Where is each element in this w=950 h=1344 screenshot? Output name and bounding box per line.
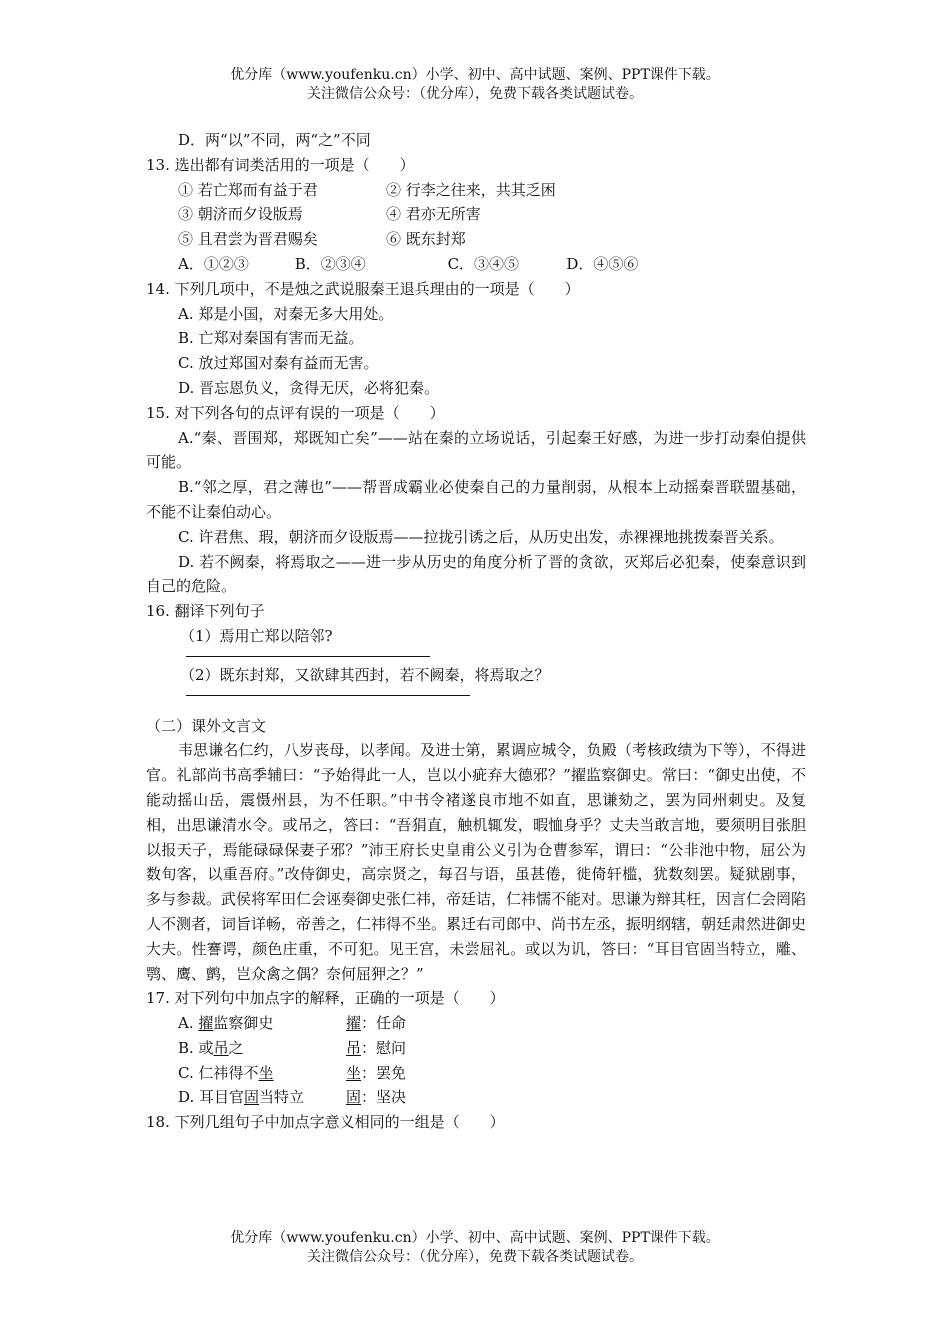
q13-choices xyxy=(146,252,806,277)
q13-item-1: ① 若亡郑而有益于君 xyxy=(178,180,318,199)
q16-sentence-2: （2）既东封郑，又欲肆其西封，若不阙秦，将焉取之？ xyxy=(180,665,550,684)
q15-option-d: D. 若不阙秦，将焉取之——进一步从历史的角度分析了晋的贪欲，灭郑后必犯秦，使秦意识到自己的危险。 xyxy=(146,552,806,596)
q17-stem: 17. 对下列句中加点字的解释，正确的一项是（ ） xyxy=(146,989,505,1008)
q17-row-c xyxy=(146,1061,806,1086)
q13-choice-a: A．①②③ xyxy=(178,254,249,273)
q17-d-pre: D. 耳目官 xyxy=(178,1088,245,1107)
q15-option-c: C. 许君焦、瑕，朝济而夕设版焉——拉拢引诱之后，从历史出发，赤裸裸地挑拨秦晋关系。 xyxy=(178,527,784,546)
q13-item-5: ⑤ 且君尝为晋君赐矣 xyxy=(178,230,318,249)
q17-a-post: 监察御史 xyxy=(213,1014,274,1033)
q17-c-pre: C. 仁祎得不 xyxy=(178,1063,259,1082)
q17-b-gloss: ：慰问 xyxy=(361,1038,407,1057)
q13-items-row-3 xyxy=(146,227,806,252)
q17-c-gloss: ：罢免 xyxy=(361,1063,407,1082)
q17-b-pre: B. 或 xyxy=(178,1038,214,1057)
document-body xyxy=(146,128,806,1135)
q13-items-row-1 xyxy=(146,178,806,203)
q18-stem: 18. 下列几组句子中加点字意义相同的一组是（ ） xyxy=(146,1113,505,1132)
footer-line-1: 优分库（www.youfenku.cn）小学、初中、高中试题、案例、PPT课件下载。 xyxy=(230,1230,720,1246)
q17-b-post: 之 xyxy=(228,1038,244,1057)
q12-option-d: D．两“以”不同，两“之”不同 xyxy=(178,131,371,149)
q14-option-a: A. 郑是小国，对秦无多大用处。 xyxy=(178,304,394,323)
q14-option-d: D. 晋忘恩负义，贪得无厌，必将犯秦。 xyxy=(178,378,440,397)
q17-a-word: 擢 xyxy=(346,1014,362,1033)
q17-d-gloss: ：坚决 xyxy=(361,1088,407,1107)
q13-item-4: ④ 君亦无所害 xyxy=(386,205,481,224)
q16-sentence-1: （1）焉用亡郑以陪邻? xyxy=(180,626,333,645)
q13-item-2: ② 行李之往来，共其乏困 xyxy=(386,180,556,199)
q17-c-word: 坐 xyxy=(346,1063,362,1082)
q17-a-gloss: ：任命 xyxy=(361,1014,407,1033)
q14-stem: 14. 下列几项中，不是烛之武说服秦王退兵理由的一项是（ ） xyxy=(146,279,580,298)
q17-row-d xyxy=(146,1085,806,1110)
page-header xyxy=(0,66,950,104)
classical-passage: 韦思谦名仁约，八岁丧母，以孝闻。及进士第，累调应城令，负殿（考核政绩为下等），不得进官。礼部尚书高季辅曰：“予始得此一人，岂以小疵弃大德邪？”擢监察御史。常曰：“御史出使，不能动摇山岳，震慑州县，为不任职。”中书令褚遂良市地不如直，思谦劾之，罢为同州刺史。及复相，出思谦清水令。或吊之，答曰：“吾狷直，触机辄发，暇恤身乎？丈夫当敢言地，要须明目张胆以报天子，焉能碌碌保妻子邪？”沛王府长史皇甫公义引为仓曹参军，谓曰：“公非池中物，屈公为数旬客，以重吾府。”改侍御史，高宗贤之，每召与语，虽甚倦，徙倚轩槛，犹数刻罢。疑狱剧事，多与参裁。武侯将军田仁会诬奏御史张仁祎，帝廷诘，仁祎懦不能对。思谦为辩其枉，因言仁会罔陷人不测者，词旨详畅，帝善之，仁祎得不坐。累迁右司郎中、尚书左丞，振明纲辖，朝廷肃然进御史大夫。性謇谔，颜色庄重，不可犯。见王宫，未尝屈礼。或以为讥，答曰：“耳目官固当特立，雕、鹗、鹰、鹯，岂众禽之偶？奈何屈狎之？” xyxy=(146,741,807,983)
q14-option-c: C. 放过郑国对秦有益而无害。 xyxy=(178,354,379,373)
q17-d-word: 固 xyxy=(346,1088,362,1107)
q14-option-b: B. 亡郑对秦国有害而无益。 xyxy=(178,329,364,348)
section-2-title: （二）课外文言文 xyxy=(146,716,267,735)
q17-row-b xyxy=(146,1036,806,1061)
page-footer xyxy=(0,1229,950,1267)
q17-c-key: 坐 xyxy=(258,1063,274,1082)
q17-b-word: 吊 xyxy=(346,1038,362,1057)
q17-a-key: 擢 xyxy=(198,1014,214,1033)
header-line-2: 关注微信公众号：（优分库），免费下载各类试题试卷。 xyxy=(307,86,643,102)
q16-stem: 16. 翻译下列句子 xyxy=(146,602,265,621)
q17-a-pre: A. xyxy=(178,1014,199,1033)
q13-items-row-2 xyxy=(146,202,806,227)
q15-stem: 15. 对下列各句的点评有误的一项是（ ） xyxy=(146,403,445,422)
q13-choice-b: B．②③④ xyxy=(294,254,366,273)
q16-answer-line-1 xyxy=(186,655,430,657)
q17-row-a xyxy=(146,1011,806,1036)
q13-choice-d: D．④⑤⑥ xyxy=(566,254,639,273)
footer-line-2: 关注微信公众号：（优分库），免费下载各类试题试卷。 xyxy=(307,1249,643,1265)
q13-item-6: ⑥ 既东封郑 xyxy=(386,230,466,249)
q15-option-b: B.“邻之厚，君之薄也”——帮晋成霸业必使秦自己的力量削弱，从根本上动摇秦晋联盟基础，不能不让秦伯动心。 xyxy=(146,478,806,521)
q17-b-key: 吊 xyxy=(213,1038,229,1057)
q17-d-key: 固 xyxy=(244,1088,260,1107)
q13-choice-c: C．③④⑤ xyxy=(447,254,520,273)
q13-stem: 13. 选出都有词类活用的一项是（ ） xyxy=(146,155,415,174)
q15-option-a: A.“秦、晋围郑，郑既知亡矣”——站在秦的立场说话，引起秦王好感，为进一步打动秦伯提供可能。 xyxy=(146,428,806,472)
q13-item-3: ③ 朝济而夕设版焉 xyxy=(178,205,303,224)
q17-d-post: 当特立 xyxy=(259,1088,305,1107)
header-line-1: 优分库（www.youfenku.cn）小学、初中、高中试题、案例、PPT课件下载。 xyxy=(230,67,720,83)
